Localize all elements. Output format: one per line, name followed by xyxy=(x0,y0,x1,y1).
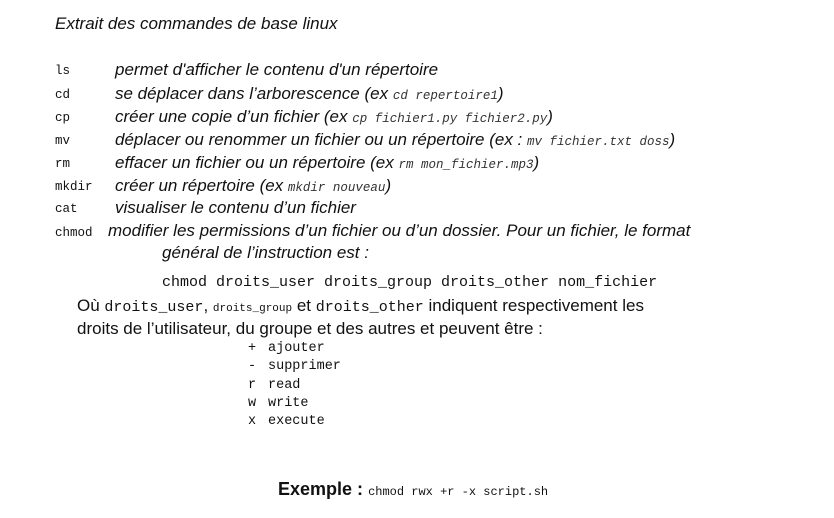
command-name-chmod: chmod xyxy=(55,226,93,240)
option-item: w write xyxy=(248,396,309,411)
command-name: mv xyxy=(55,134,71,148)
command-name: cat xyxy=(55,202,78,216)
option-item: x execute xyxy=(248,414,325,429)
command-description: créer un répertoire (ex mkdir nouveau) xyxy=(115,176,392,195)
command-description: créer une copie d’un fichier (ex cp fichier1.py fichier2.py) xyxy=(115,107,553,126)
command-example: rm mon_fichier.mp3 xyxy=(398,158,534,172)
example-command: chmod rwx +r -x script.sh xyxy=(368,485,549,499)
code-droits-user: droits_user xyxy=(104,299,204,316)
option-item: + ajouter xyxy=(248,341,325,356)
option-item: r read xyxy=(248,378,301,393)
command-example: cd repertoire1 xyxy=(392,89,498,103)
command-description: permet d'afficher le contenu d'un répertoire xyxy=(115,60,439,79)
chmod-description-line1: modifier les permissions d’un fichier ou d’un dossier. Pour un fichier, le format xyxy=(108,221,691,240)
example-label: Exemple : xyxy=(278,479,364,499)
command-name: mkdir xyxy=(55,180,93,194)
command-name: cp xyxy=(55,111,71,125)
option-item: - supprimer xyxy=(248,359,341,374)
command-example: mkdir nouveau xyxy=(287,181,386,195)
document-title: Extrait des commandes de base linux xyxy=(55,14,338,33)
command-example: mv fichier.txt doss xyxy=(526,135,670,149)
command-description: se déplacer dans l’arborescence (ex cd repertoire1) xyxy=(115,84,504,103)
rights-paragraph-line2: droits de l’utilisateur, du groupe et des autres et peuvent être : xyxy=(77,319,543,338)
code-droits-other: droits_other xyxy=(315,299,424,316)
command-description: effacer un fichier ou un répertoire (ex rm mon_fichier.mp3) xyxy=(115,153,540,172)
command-description: visualiser le contenu d’un fichier xyxy=(115,198,356,217)
chmod-description-line2: général de l’instruction est : xyxy=(162,243,369,262)
chmod-syntax: chmod droits_user droits_group droits_other nom_fichier xyxy=(162,274,658,291)
code-droits-group: droits_group xyxy=(212,303,293,315)
command-name: cd xyxy=(55,88,71,102)
command-description: déplacer ou renommer un fichier ou un répertoire (ex : mv fichier.txt doss) xyxy=(115,130,676,149)
rights-paragraph-line1: Où droits_user, droits_group et droits_other indiquent respectivement les xyxy=(77,296,644,316)
command-example: cp fichier1.py fichier2.py xyxy=(352,112,548,126)
example-line xyxy=(278,479,548,500)
command-name: rm xyxy=(55,157,71,171)
command-name: ls xyxy=(55,64,71,78)
chmod-description xyxy=(108,220,762,264)
